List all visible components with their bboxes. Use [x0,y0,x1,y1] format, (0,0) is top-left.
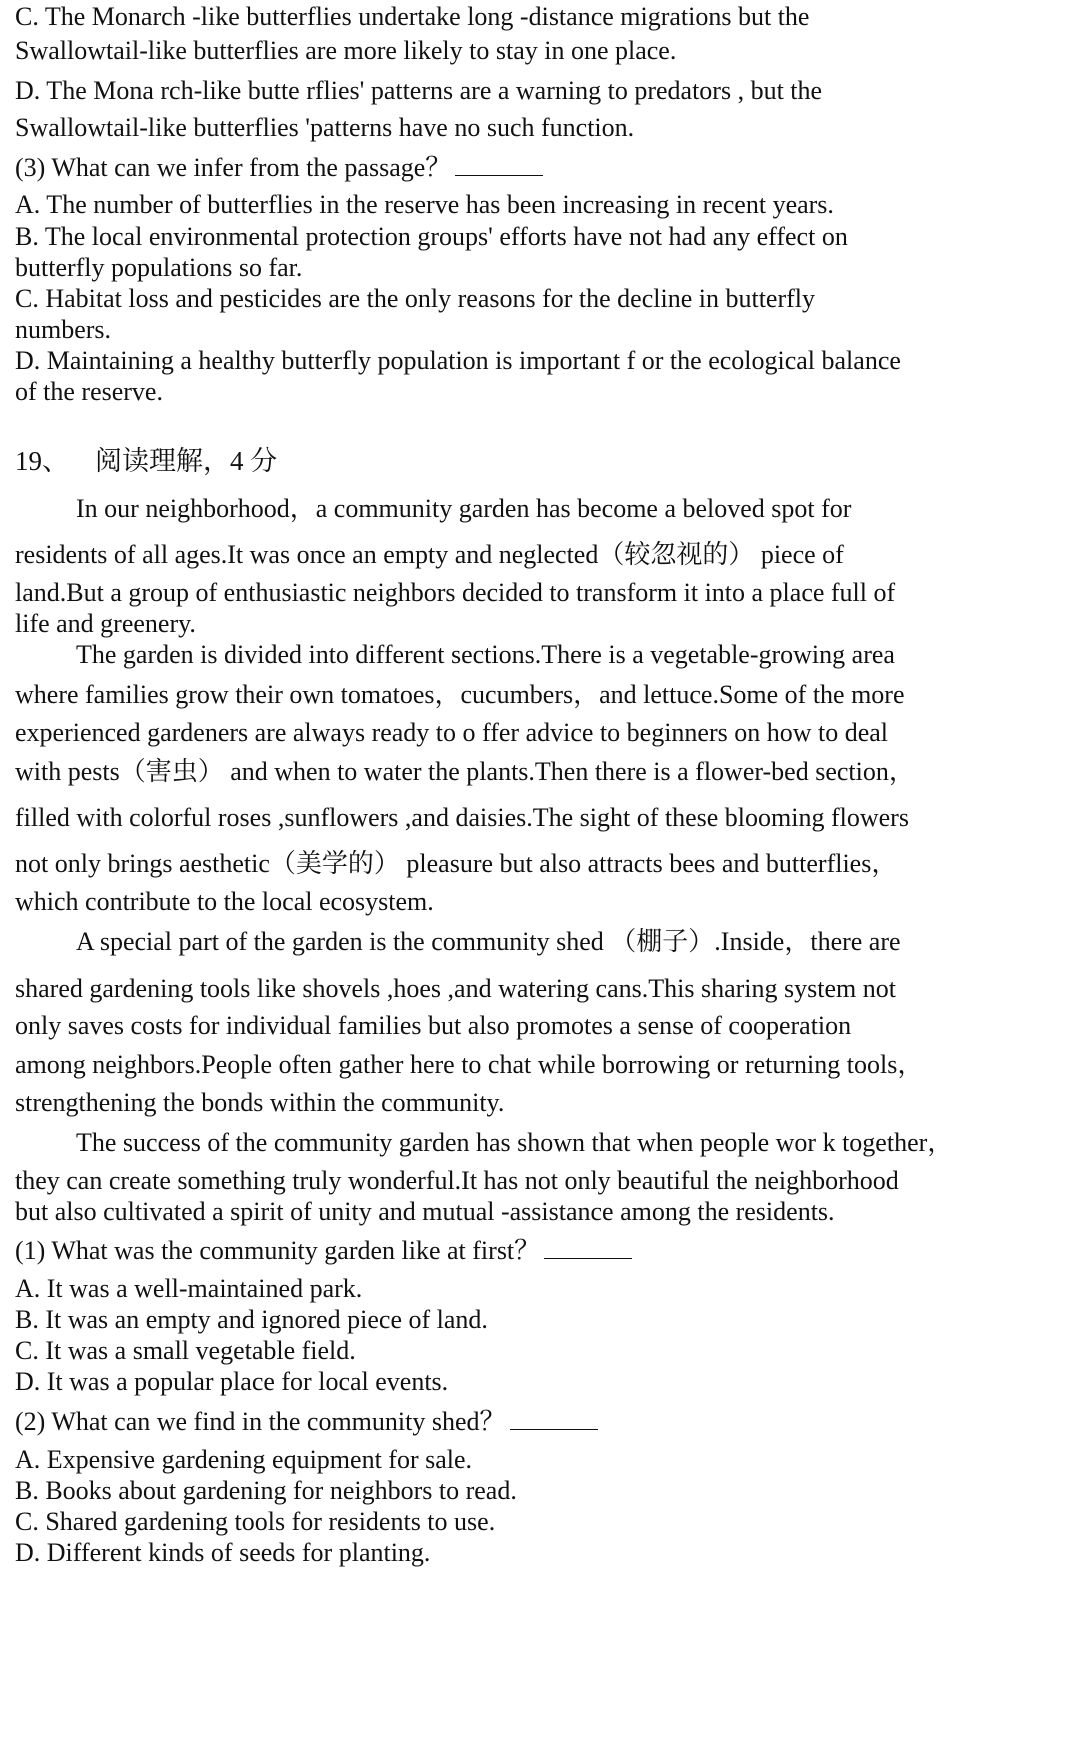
q3-option-c-line2: numbers. [15,315,112,344]
passage-p3-line4: among neighbors.People often gather here to chat while borrowing or returning tools， [15,1050,924,1079]
passage-p2-line6: not only brings aesthetic（美学的） pleasure but also attracts bees and butterflies， [15,849,898,878]
prev-option-d-line1: D. The Mona rch-like butte rflies' patterns are a warning to predators , but the [15,76,823,105]
q1-option-d: D. It was a popular place for local events. [15,1367,449,1396]
q1-option-c: C. It was a small vegetable field. [15,1336,356,1365]
passage-p2-line7: which contribute to the local ecosystem. [15,887,434,916]
passage-p2-line5: filled with colorful roses ,sunflowers ,and daisies.The sight of these blooming flowers [15,803,909,832]
passage-p3-line2: shared gardening tools like shovels ,hoes ,and watering cans.This sharing system not [15,974,896,1003]
q3-stem: (3) What can we infer from the passage？ [15,155,543,181]
passage-p1-line2: residents of all ages.It was once an empty and neglected（较忽视的） piece of [15,540,844,569]
q3-option-a: A. The number of butterflies in the reserve has been increasing in recent years. [15,190,834,219]
q3-option-b-line1: B. The local environmental protection groups' efforts have not had any effect on [15,222,848,251]
passage-p1-line1: In our neighborhood，a community garden has become a beloved spot for [76,494,852,523]
section-heading [15,448,277,475]
q2-stem: (2) What can we find in the community shed？ [15,1409,598,1435]
passage-p2-line4: with pests（害虫） and when to water the plants.Then there is a flower-bed section， [15,757,915,786]
q3-option-b-line2: butterfly populations so far. [15,253,303,282]
q1-answer-blank[interactable] [544,1257,632,1259]
q3-option-c-line1: C. Habitat loss and pesticides are the only reasons for the decline in butterfly [15,284,815,313]
passage-p2-line3: experienced gardeners are always ready to o ffer advice to beginners on how to deal [15,718,889,747]
passage-p3-line3: only saves costs for individual families but also promotes a sense of cooperation [15,1011,852,1040]
passage-p4-line1: The success of the community garden has shown that when people wor k together， [76,1128,954,1157]
section-number: 19、 [15,446,69,476]
q2-option-c: C. Shared gardening tools for residents to use. [15,1507,496,1536]
q3-answer-blank[interactable] [455,174,543,176]
q2-answer-blank[interactable] [510,1428,598,1430]
passage-p2-line1: The garden is divided into different sections.There is a vegetable-growing area [76,640,895,669]
q1-stem: (1) What was the community garden like at first？ [15,1238,632,1264]
passage-p2-line2: where families grow their own tomatoes，cucumbers，and lettuce.Some of the more [15,680,905,709]
passage-p4-line3: but also cultivated a spirit of unity and mutual -assistance among the residents. [15,1197,835,1226]
passage-p4-line2: they can create something truly wonderful.It has not only beautiful the neighborhood [15,1166,899,1195]
q2-option-b: B. Books about gardening for neighbors to read. [15,1476,517,1505]
passage-p3-line5: strengthening the bonds within the community. [15,1088,505,1117]
q3-option-d-line2: of the reserve. [15,377,163,406]
q1-option-b: B. It was an empty and ignored piece of land. [15,1305,488,1334]
q1-option-a: A. It was a well-maintained park. [15,1274,363,1303]
prev-option-d-line2: Swallowtail-like butterflies 'patterns have no such function. [15,113,635,142]
q3-option-d-line1: D. Maintaining a healthy butterfly population is important f or the ecological balance [15,346,901,375]
passage-p1-line4: life and greenery. [15,609,196,638]
q2-option-d: D. Different kinds of seeds for planting. [15,1538,431,1567]
section-title: 阅读理解，4 分 [95,446,278,476]
prev-option-c-line2: Swallowtail-like butterflies are more likely to stay in one place. [15,36,677,65]
prev-option-c-line1: C. The Monarch -like butterflies undertake long -distance migrations but the [15,2,810,31]
passage-p3-line1: A special part of the garden is the community shed （棚子）.Inside，there are [76,927,901,956]
q2-option-a: A. Expensive gardening equipment for sale. [15,1445,473,1474]
passage-p1-line3: land.But a group of enthusiastic neighbors decided to transform it into a place full of [15,578,896,607]
